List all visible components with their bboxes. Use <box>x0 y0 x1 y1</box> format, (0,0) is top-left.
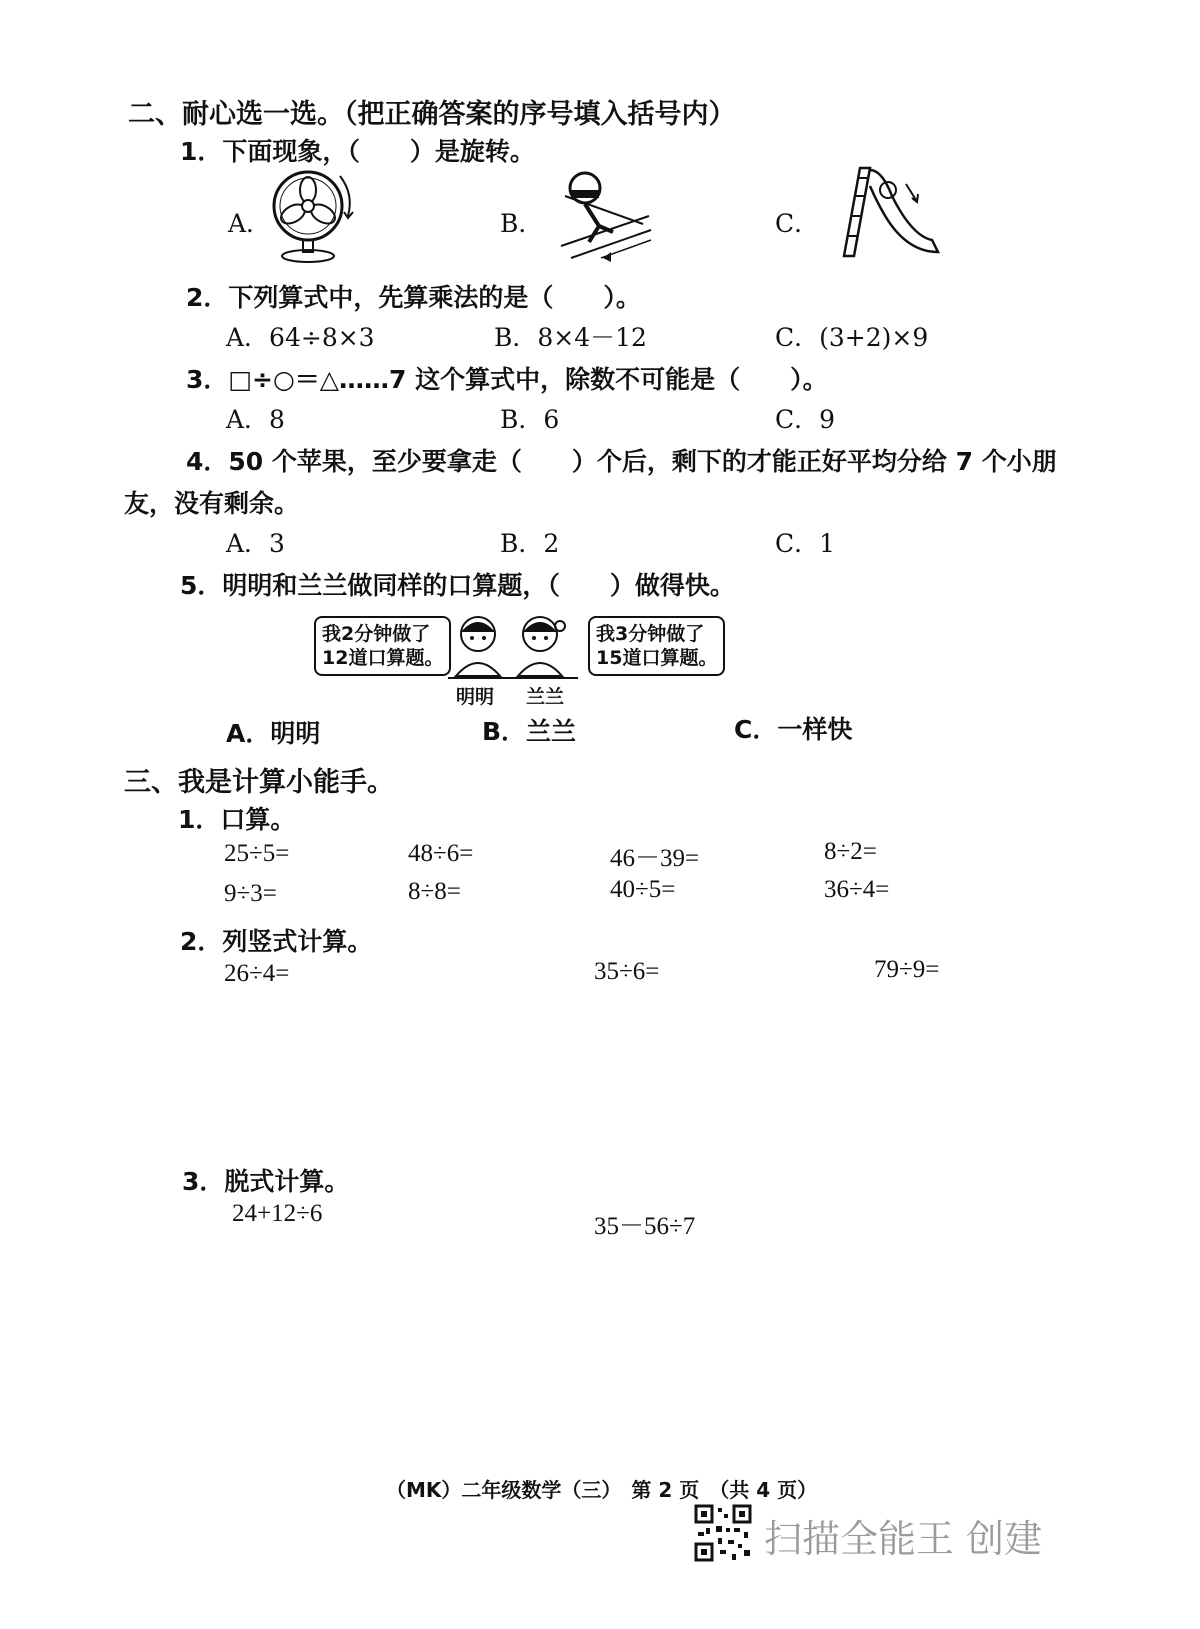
oral-calc-6: 8÷8= <box>408 878 461 905</box>
name-label-lanlan: 兰兰 <box>526 686 565 708</box>
bubble-left-line-1: 我2分钟做了 <box>322 623 431 645</box>
vertical-calc-1: 26÷4= <box>224 960 290 987</box>
two-children-illustration <box>448 610 578 684</box>
bubble-right-line-1: 我3分钟做了 <box>596 623 705 645</box>
question-3-text: 3．□÷○＝△……7 这个算式中，除数不可能是（ ）。 <box>186 365 828 394</box>
q2-option-a: A．64÷8×3 <box>226 323 375 352</box>
section-3-title: 三、我是计算小能手。 <box>124 767 394 798</box>
oral-calc-3: 46－39= <box>610 845 700 872</box>
q3-option-b: B．6 <box>500 405 560 434</box>
vertical-calc-2: 35÷6= <box>594 958 660 985</box>
vertical-calc-3: 79÷9= <box>874 956 940 983</box>
oral-calc-4: 8÷2= <box>824 838 877 865</box>
q3-option-a: A．8 <box>226 405 285 434</box>
oral-calc-5: 9÷3= <box>224 880 277 907</box>
question-5-text: 5．明明和兰兰做同样的口算题，（ ）做得快。 <box>180 571 735 600</box>
part-3-title: 3．脱式计算。 <box>182 1167 350 1196</box>
oral-calc-2: 48÷6= <box>408 840 474 867</box>
scanner-watermark: 扫描全能王 创建 <box>764 1517 1043 1561</box>
page-footer: （MK）二年级数学（三） 第 2 页 （共 4 页） <box>386 1478 818 1502</box>
name-label-mingming: 明明 <box>456 686 495 708</box>
q5-option-a: A．明明 <box>226 719 321 748</box>
q4-option-a: A．3 <box>226 529 285 558</box>
question-2-text: 2．下列算式中，先算乘法的是（ ）。 <box>186 283 641 312</box>
part-1-title: 1．口算。 <box>178 805 296 834</box>
oral-calc-8: 36÷4= <box>824 876 890 903</box>
speech-bubble-right <box>588 616 725 676</box>
q2-option-b: B．8×4－12 <box>494 323 647 352</box>
q1-option-c-label: C． <box>775 209 820 238</box>
question-4-line-2: 友，没有剩余。 <box>124 489 300 518</box>
qr-code-icon <box>694 1504 752 1562</box>
q4-option-b: B．2 <box>500 529 560 558</box>
stepwise-calc-2: 35－56÷7 <box>594 1213 696 1240</box>
oral-calc-7: 40÷5= <box>610 876 676 903</box>
q5-option-b: B．兰兰 <box>482 717 577 746</box>
oral-calc-1: 25÷5= <box>224 840 290 867</box>
q3-option-c: C．9 <box>775 405 836 434</box>
stepwise-calc-1: 24+12÷6 <box>232 1200 323 1227</box>
q5-option-c: C．一样快 <box>734 715 853 744</box>
bubble-right-line-2: 15道口算题。 <box>596 647 718 669</box>
q1-option-a-label: A． <box>228 209 272 238</box>
q2-option-c: C．(3+2)×9 <box>775 323 929 352</box>
question-4-line-1: 4．50 个苹果，至少要拿走（ ）个后，剩下的才能正好平均分给 7 个小朋 <box>186 447 1057 476</box>
question-1-text: 1．下面现象，（ ）是旋转。 <box>180 137 535 166</box>
skier-icon <box>555 166 655 266</box>
speech-bubble-left <box>314 616 451 676</box>
slide-icon <box>822 156 942 266</box>
part-2-title: 2．列竖式计算。 <box>180 927 373 956</box>
section-2-title: 二、耐心选一选。（把正确答案的序号填入括号内） <box>128 99 736 130</box>
q1-option-b-label: B． <box>500 209 544 238</box>
electric-fan-icon <box>268 166 358 266</box>
bubble-left-line-2: 12道口算题。 <box>322 647 444 669</box>
q4-option-c: C．1 <box>775 529 836 558</box>
